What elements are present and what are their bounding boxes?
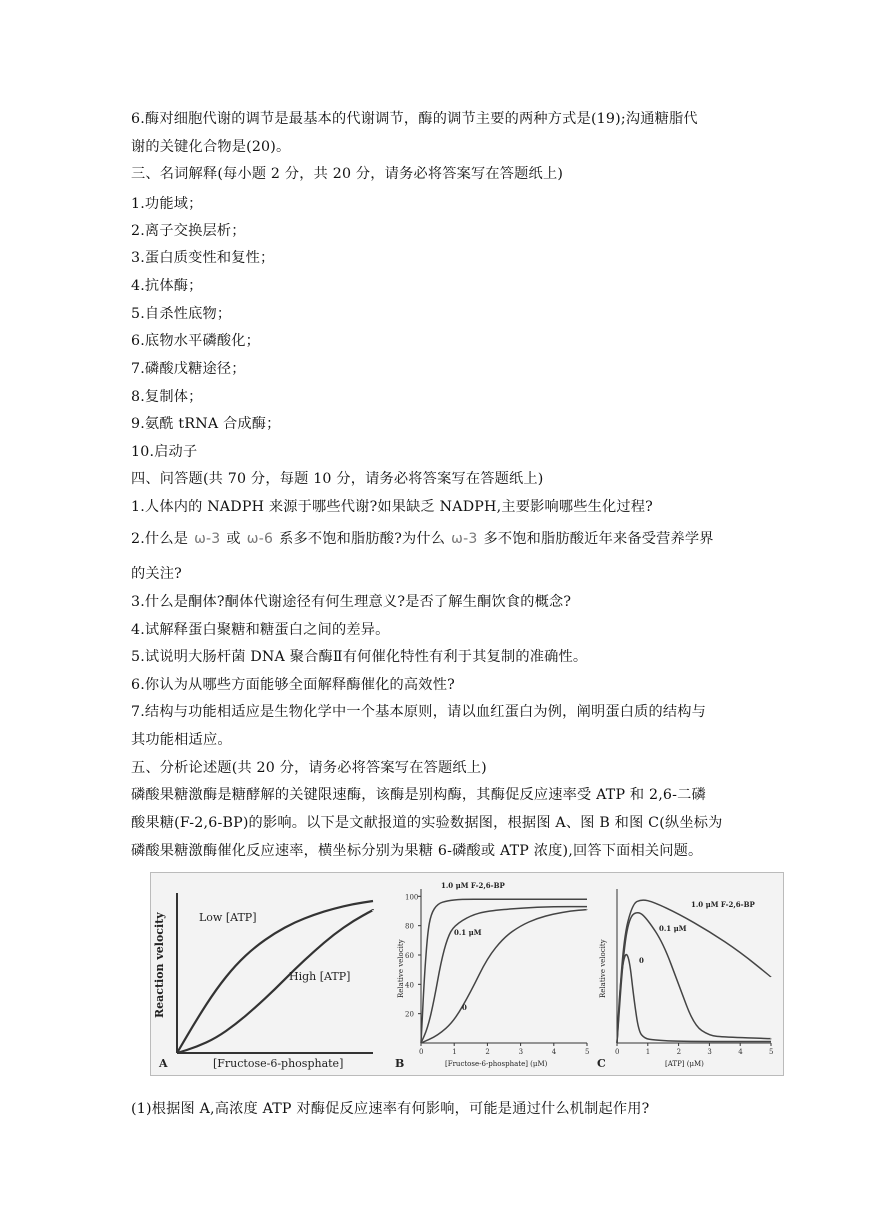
- text-line: 磷酸果糖激酶是糖酵解的关键限速酶，该酶是别构酶，其酶促反应速率受 ATP 和 2,6-二磷: [131, 787, 706, 803]
- text-line: 四、问答题(共 70 分，每题 10 分，请务必将答案写在答题纸上): [131, 471, 544, 487]
- series-label: 1.0 μM F-2,6-BP: [441, 881, 505, 890]
- x-axis-label: [Fructose-6-phosphate]: [213, 1057, 344, 1070]
- y-tick-label: 20: [405, 1010, 414, 1019]
- q2-text-2: 或: [226, 531, 241, 547]
- text-line: 1.人体内的 NADPH 来源于哪些代谢?如果缺乏 NADPH,主要影响哪些生化过程?: [131, 499, 653, 515]
- series-line: [617, 955, 771, 1043]
- analysis-question-1: (1)根据图 A,高浓度 ATP 对酶促反应速率有何影响，可能是通过什么机制起作用?: [131, 1101, 650, 1117]
- text-line: 2.离子交换层析；: [131, 223, 246, 239]
- text-line: 6.你认为从哪些方面能够全面解释酶催化的高效性?: [131, 677, 455, 693]
- panel-c: [595, 873, 783, 1075]
- x-tick-label: 4: [738, 1048, 743, 1056]
- panel-b: [391, 873, 595, 1075]
- y-axis-label: Reaction velocity: [153, 912, 166, 1018]
- question-2-line: [131, 530, 714, 548]
- text-line: 7.结构与功能相适应是生物化学中一个基本原则，请以血红蛋白为例，阐明蛋白质的结构与: [131, 704, 707, 720]
- y-axis-label: Relative velocity: [599, 939, 607, 998]
- text-line: 8.复制体；: [131, 389, 203, 405]
- x-tick-label: 5: [585, 1048, 590, 1056]
- x-tick-label: 5: [769, 1048, 774, 1056]
- omega-3-symbol-second: ω-3: [451, 531, 478, 547]
- text-line: 3.什么是酮体?酮体代谢途径有何生理意义?是否了解生酮饮食的概念?: [131, 594, 572, 610]
- panel-label: A: [159, 1057, 168, 1070]
- text-line: 6.底物水平磷酸化；: [131, 333, 261, 349]
- text-line: 三、名词解释(每小题 2 分，共 20 分，请务必将答案写在答题纸上): [131, 166, 564, 182]
- text-line: 4.抗体酶；: [131, 278, 203, 294]
- text-line: 9.氨酰 tRNA 合成酶；: [131, 416, 281, 432]
- text-line: 五、分析论述题(共 20 分，请务必将答案写在答题纸上): [131, 760, 487, 776]
- text-line: 10.启动子: [131, 444, 198, 460]
- omega-3-symbol: ω-3: [194, 531, 221, 547]
- text-line: 谢的关键化合物是(20)。: [131, 139, 291, 155]
- y-tick-label: 100: [405, 893, 419, 902]
- panel-a: [151, 873, 391, 1075]
- x-axis-label: [ATP] (μM): [665, 1060, 704, 1068]
- x-tick-label: 3: [707, 1048, 712, 1056]
- text-line: 5.试说明大肠杆菌 DNA 聚合酶Ⅱ有何催化特性有利于其复制的准确性。: [131, 649, 588, 665]
- x-tick-label: 0: [615, 1048, 620, 1056]
- question-2-continuation: 的关注?: [131, 566, 182, 582]
- chart-b-svg: [391, 873, 595, 1075]
- text-line: 6.酶对细胞代谢的调节是最基本的代谢调节，酶的调节主要的两种方式是(19);沟通糖脂代: [131, 111, 698, 127]
- chart-c-svg: [595, 873, 783, 1075]
- text-line: 其功能相适应。: [131, 732, 232, 748]
- text-line: 4.试解释蛋白聚糖和糖蛋白之间的差异。: [131, 622, 390, 638]
- x-tick-label: 3: [518, 1048, 524, 1056]
- series-line: [617, 913, 771, 1043]
- x-tick-label: 2: [676, 1048, 682, 1056]
- chart-a-svg: [151, 873, 391, 1075]
- series-label: Low [ATP]: [199, 911, 257, 924]
- x-tick-label: 0: [419, 1048, 424, 1056]
- x-tick-label: 4: [551, 1048, 557, 1056]
- panel-label: B: [395, 1057, 405, 1070]
- text-line: 7.磷酸戊糖途径；: [131, 361, 246, 377]
- y-tick-label: 40: [405, 981, 414, 990]
- x-tick-label: 2: [485, 1048, 490, 1056]
- text-line: 5.自杀性底物；: [131, 306, 232, 322]
- x-axis-label: [Fructose-6-phosphate] (μM): [445, 1060, 548, 1068]
- q2-text-1: 2.什么是: [131, 531, 189, 547]
- y-axis-label: Relative velocity: [397, 939, 405, 998]
- series-label: 0.1 μM: [454, 928, 482, 937]
- text-line: 酸果糖(F-2,6-BP)的影响。以下是文献报道的实验数据图，根据图 A、图 B 和图 C(纵坐标为: [131, 815, 723, 831]
- series-label: 1.0 μM F-2,6-BP: [691, 900, 755, 909]
- series-line: [421, 910, 587, 1044]
- series-line: [421, 899, 587, 1043]
- figure-enzyme-kinetics: [150, 872, 784, 1076]
- series-label: High [ATP]: [289, 970, 351, 983]
- text-line: 3.蛋白质变性和复性；: [131, 250, 275, 266]
- text-line: 磷酸果糖激酶催化反应速率，横坐标分别为果糖 6-磷酸或 ATP 浓度),回答下面相关问题。: [131, 843, 703, 859]
- panel-label: C: [597, 1057, 606, 1070]
- text-line: 1.功能域；: [131, 196, 203, 212]
- series-label: 0: [462, 1003, 467, 1012]
- q2-text-3: 系多不饱和脂肪酸?为什么: [279, 531, 446, 547]
- y-tick-label: 80: [405, 922, 414, 931]
- y-tick-label: 60: [405, 952, 414, 960]
- series-label: 0: [639, 956, 644, 965]
- q2-text-4: 多不饱和脂肪酸近年来备受营养学界: [483, 531, 714, 547]
- x-tick-label: 1: [645, 1048, 651, 1056]
- x-tick-label: 1: [452, 1048, 457, 1056]
- series-label: 0.1 μM: [659, 924, 687, 933]
- omega-6-symbol: ω-6: [246, 531, 274, 547]
- series-line: [421, 907, 587, 1043]
